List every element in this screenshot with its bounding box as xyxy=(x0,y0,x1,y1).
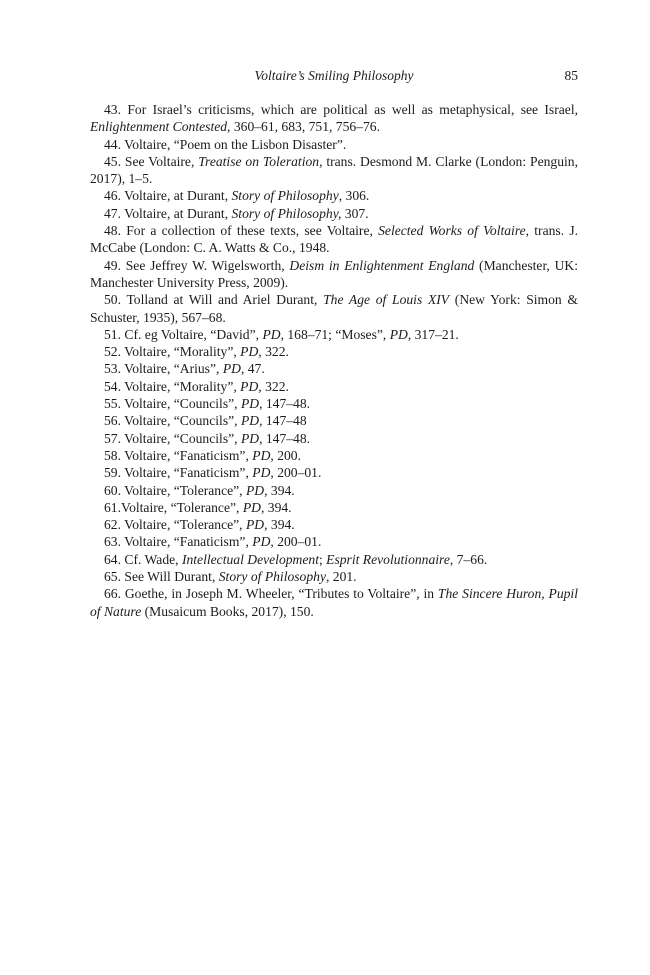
endnote xyxy=(90,568,578,585)
endnote-title-italic: Story of Philosophy xyxy=(218,569,326,585)
endnote-text: , 147–48 xyxy=(259,413,307,429)
endnote-title-italic: PD xyxy=(240,396,260,412)
endnote-text: , 322. xyxy=(258,378,289,394)
endnote-number: 43. xyxy=(104,102,121,117)
endnote-number: 45. xyxy=(104,153,121,169)
endnote xyxy=(90,533,578,550)
endnote-number: 58. xyxy=(104,447,121,463)
endnote-title-italic: PD xyxy=(245,517,265,533)
endnote-text: Tolland at Will and Ariel Durant, xyxy=(121,292,324,308)
running-title: Voltaire’s Smiling Philosophy xyxy=(254,68,414,83)
endnote-text: (New York: Simon & Schuster, 1935), 567–68. xyxy=(90,292,578,325)
endnote-text: Voltaire, “Fanaticism”, xyxy=(121,534,253,550)
page-number: 85 xyxy=(564,68,578,83)
endnote-text: , 168–71; “Moses”, xyxy=(280,326,390,342)
endnote-text: , 7–66. xyxy=(449,551,488,567)
endnote-number: 64. xyxy=(104,551,121,567)
endnote-text: Voltaire, “Morality”, xyxy=(121,344,241,360)
endnote-title-italic: PD xyxy=(240,344,259,360)
endnote-title-italic: PD xyxy=(389,326,408,342)
endnote xyxy=(90,482,578,499)
endnote-number: 55. xyxy=(104,396,121,412)
endnote-number: 51. xyxy=(104,326,121,342)
endnote-number: 52. xyxy=(104,344,121,360)
endnote-number: 63. xyxy=(104,534,121,550)
endnote xyxy=(90,412,578,429)
endnote xyxy=(90,187,578,204)
endnote-number: 54. xyxy=(104,378,121,394)
endnote-title-italic: The Sincere Huron, Pupil of Nature xyxy=(90,586,578,619)
endnote-number: 57. xyxy=(104,430,121,446)
endnote-number: 56. xyxy=(104,413,121,429)
endnote-title-italic: Story of Philosophy xyxy=(231,188,339,204)
endnote-text: , 306. xyxy=(338,188,370,204)
endnote-title-italic: Story of Philosophy, xyxy=(231,205,342,221)
endnote-title-italic: PD xyxy=(242,499,261,515)
endnote-number: 59. xyxy=(104,465,121,481)
endnote-text: Voltaire, “Arius”, xyxy=(121,361,223,377)
endnote-number: 65. xyxy=(104,569,121,585)
endnote-text: , 147–48. xyxy=(259,396,311,412)
endnote-number: 60. xyxy=(104,482,121,498)
endnote-text: Voltaire, “Fanaticism”, xyxy=(121,447,253,463)
endnote xyxy=(90,360,578,377)
endnote-number: 49. xyxy=(104,257,121,273)
endnote-text: , 394. xyxy=(264,482,295,498)
endnote xyxy=(90,551,578,568)
endnote-text: Voltaire, “Councils”, xyxy=(121,413,241,429)
endnote xyxy=(90,447,578,464)
endnote-text: For a collection of these texts, see Voltaire, xyxy=(121,223,379,239)
endnote xyxy=(90,101,578,136)
endnote-number: 66. xyxy=(104,586,121,602)
endnote-text: Voltaire, “Tolerance”, xyxy=(121,482,246,498)
endnote-title-italic: The Age of Louis XIV xyxy=(323,292,450,308)
endnote-title-italic: Enlightenment Contested xyxy=(90,119,228,135)
endnote xyxy=(90,222,578,257)
endnote-title-italic: PD xyxy=(252,447,271,463)
running-head xyxy=(90,68,578,88)
endnote-text: Voltaire, “Fanaticism”, xyxy=(121,465,253,481)
endnote-text: See Voltaire, xyxy=(121,153,199,169)
endnote-text: , 201. xyxy=(325,569,357,585)
endnote-title-italic: PD xyxy=(240,378,259,394)
endnote-text: ; xyxy=(318,551,327,567)
endnote-text: Voltaire, at Durant, xyxy=(121,205,232,221)
endnote-title-italic: Treatise on Toleration xyxy=(198,153,320,169)
endnote-title-italic: PD xyxy=(252,465,271,481)
endnote-text: Voltaire, “Tolerance”, xyxy=(121,499,243,515)
endnote-text: Voltaire, at Durant, xyxy=(121,188,232,204)
endnote-number: 50. xyxy=(104,292,121,308)
endnote-text: , trans. J. McCabe (London: C. A. Watts & Co., 1948. xyxy=(90,223,579,256)
endnote-text: Voltaire, “Poem on the Lisbon Disaster”. xyxy=(121,136,347,152)
endnote-title-italic: PD xyxy=(262,326,281,342)
endnote-number: 61. xyxy=(104,499,121,515)
endnote xyxy=(90,516,578,533)
endnote-title-italic: Esprit Revolutionnaire xyxy=(326,551,450,567)
endnote-title-italic: PD xyxy=(240,430,260,446)
endnote-text: , 360–61, 683, 751, 756–76. xyxy=(227,119,380,135)
endnote-text: (Manchester, UK: Manchester University Press, 2009). xyxy=(90,257,578,290)
endnote-text: For Israel’s criticisms, which are political as well as metaphysical, see Israel, xyxy=(121,102,578,117)
endnote xyxy=(90,343,578,360)
endnote xyxy=(90,153,578,188)
endnote xyxy=(90,291,578,326)
endnote-text: , 317–21. xyxy=(407,326,459,342)
endnote-text: See Jeffrey W. Wigelsworth, xyxy=(121,257,290,273)
endnote-number: 47. xyxy=(104,205,121,221)
endnote-text: , trans. Desmond M. Clarke (London: Penguin, 2017), 1–5. xyxy=(90,153,578,187)
endnote-text: Voltaire, “Councils”, xyxy=(121,396,241,412)
endnote-title-italic: PD xyxy=(245,482,265,498)
endnote-text: Goethe, in Joseph M. Wheeler, “Tributes to Voltaire”, in xyxy=(121,586,438,602)
endnote xyxy=(90,499,578,516)
endnote xyxy=(90,326,578,343)
endnote-title-italic: PD xyxy=(252,534,271,550)
endnote-text: , 394. xyxy=(260,499,292,515)
endnote xyxy=(90,395,578,412)
endnote-number: 46. xyxy=(104,188,121,204)
endnote-text: Voltaire, “Councils”, xyxy=(121,430,241,446)
endnote-text: , 200–01. xyxy=(270,465,322,481)
endnote xyxy=(90,205,578,222)
endnote-text: , 200. xyxy=(270,447,301,463)
endnote-title-italic: PD xyxy=(222,361,241,377)
endnote xyxy=(90,430,578,447)
endnote xyxy=(90,378,578,395)
endnote-text: Voltaire, “Morality”, xyxy=(121,378,241,394)
endnote-text: Cf. eg Voltaire, “David”, xyxy=(121,326,263,342)
endnote xyxy=(90,257,578,292)
endnote-text: , 322. xyxy=(258,344,289,360)
endnote-number: 44. xyxy=(104,136,121,152)
endnote-title-italic: Deism in Enlightenment England xyxy=(289,257,475,273)
endnote-text: Cf. Wade, xyxy=(121,551,182,567)
endnote-title-italic: PD xyxy=(240,413,260,429)
endnote-title-italic: Intellectual Development xyxy=(181,551,319,567)
endnote-text: , 200–01. xyxy=(270,534,322,550)
endnote-text: , 47. xyxy=(240,361,265,377)
endnote-text: (Musaicum Books, 2017), 150. xyxy=(141,603,314,619)
endnote-text: See Will Durant, xyxy=(121,569,219,585)
endnote-text: , 394. xyxy=(264,517,295,533)
endnote xyxy=(90,585,578,620)
endnote-text: Voltaire, “Tolerance”, xyxy=(121,517,246,533)
endnote xyxy=(90,136,578,153)
endnote-title-italic: Selected Works of Voltaire xyxy=(378,223,526,239)
endnote-number: 48. xyxy=(104,223,121,239)
endnote xyxy=(90,464,578,481)
endnote-text: , 147–48. xyxy=(259,430,311,446)
endnotes-list xyxy=(90,101,578,620)
endnote-number: 53. xyxy=(104,361,121,377)
endnote-number: 62. xyxy=(104,517,121,533)
endnote-text: 307. xyxy=(341,205,369,221)
